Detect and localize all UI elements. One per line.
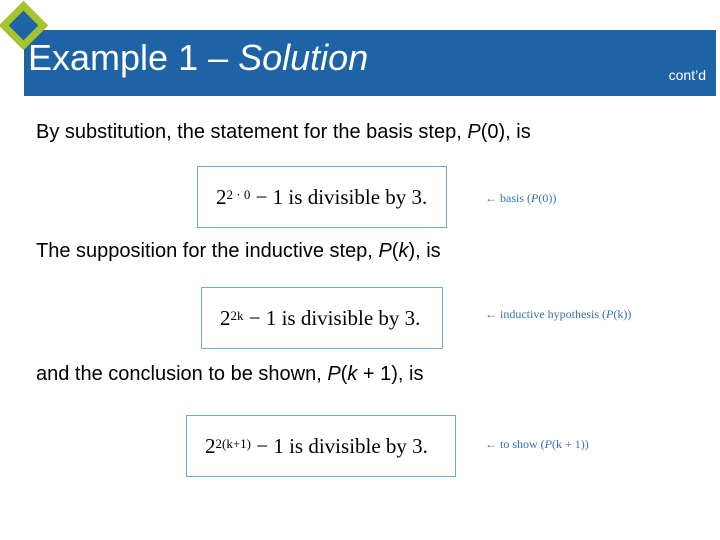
line-text: + 1), is — [362, 363, 424, 385]
basis-formula-box — [197, 166, 447, 228]
note-end: (k + 1)) — [552, 437, 589, 451]
line-text: The supposition for the inductive step, — [36, 240, 373, 262]
line-italic: P — [378, 240, 392, 262]
note-end: (0)) — [538, 191, 557, 205]
page-title — [28, 37, 369, 78]
to-show-formula-box — [186, 415, 456, 477]
basis-statement-text — [36, 122, 531, 142]
inductive-note — [485, 308, 631, 320]
note-arrow: ← to show ( — [485, 437, 545, 451]
note-end: (k)) — [613, 307, 632, 321]
basis-note — [485, 192, 556, 204]
formula-base: 2 — [216, 184, 227, 209]
line-italic: P — [467, 121, 481, 143]
note-italic: P — [531, 191, 539, 205]
formula-rest: − 1 is divisible by 3. — [255, 184, 428, 209]
line-italic: k — [398, 240, 409, 262]
formula-base: 2 — [220, 305, 231, 330]
supposition-text — [36, 241, 441, 261]
note-arrow: ← inductive hypothesis ( — [485, 307, 606, 321]
title-prefix: Example 1 – — [28, 37, 229, 78]
line-italic: P — [327, 363, 341, 385]
note-italic: P — [605, 307, 614, 321]
formula-exponent: 2(k+1) — [215, 436, 251, 451]
line-text: By substitution, the statement for the basis step, — [36, 121, 462, 143]
line-text: and the conclusion to be shown, — [36, 363, 322, 385]
formula-exponent: 2 · 0 — [226, 187, 251, 202]
line-text: ( — [391, 240, 399, 262]
line-text: (0), is — [480, 121, 531, 143]
formula-base: 2 — [205, 433, 216, 458]
line-text: ( — [340, 363, 348, 385]
formula-rest: − 1 is divisible by 3. — [256, 433, 428, 458]
to-show-note — [485, 438, 589, 450]
inductive-formula-box — [201, 287, 443, 349]
note-arrow: ← basis ( — [485, 191, 531, 205]
formula-rest: − 1 is divisible by 3. — [248, 305, 421, 330]
line-text: ), is — [408, 240, 441, 262]
note-italic: P — [544, 437, 553, 451]
continued-label: cont’d — [668, 67, 706, 83]
formula-exponent: 2k — [230, 308, 244, 323]
line-italic: k — [347, 363, 358, 385]
conclusion-text — [36, 364, 423, 384]
title-italic: Solution — [238, 37, 369, 78]
